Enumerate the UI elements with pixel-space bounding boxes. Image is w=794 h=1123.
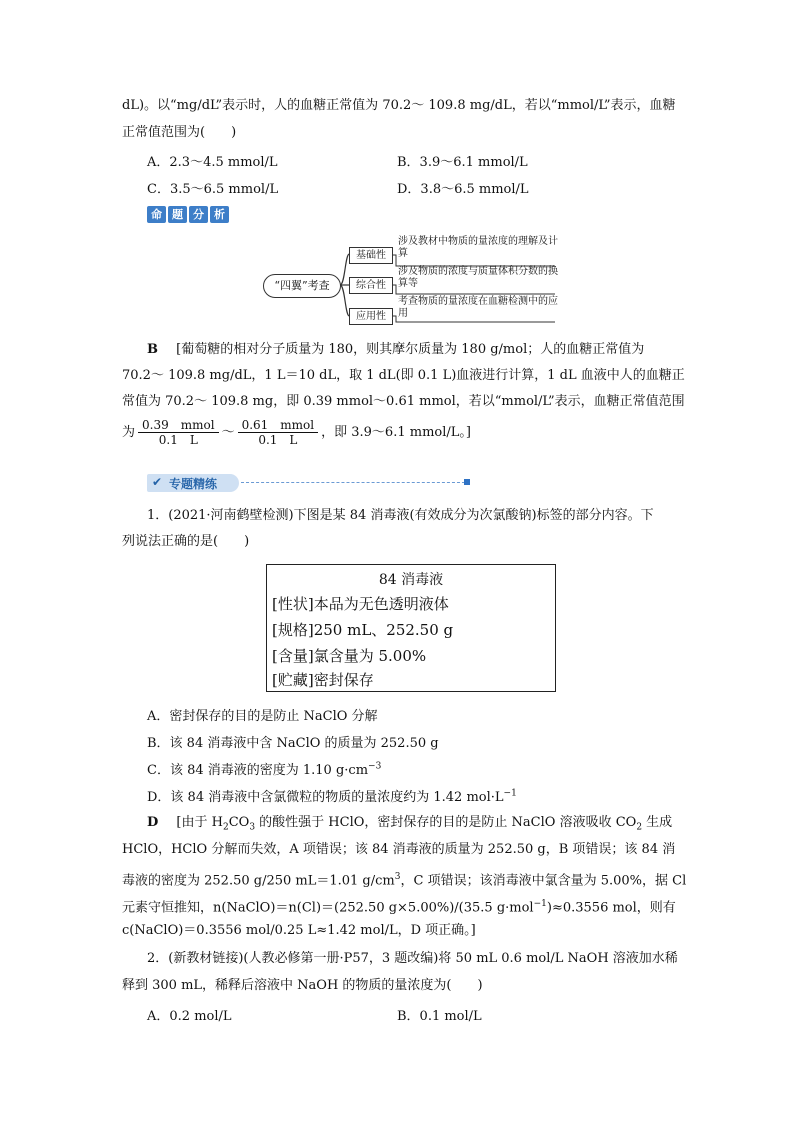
subscript: 2: [636, 822, 643, 833]
fraction-numerator: 0.61 mmol: [238, 418, 319, 433]
product-label-title: 84 消毒液: [378, 572, 444, 588]
q1-option-c: [147, 759, 381, 778]
text-run: 毒液的密度为 252.50 g/250 mL＝1.01 g/cm: [122, 873, 395, 889]
text-run: 生成: [642, 815, 673, 830]
analysis-tag: [147, 206, 229, 223]
superscript: −1: [503, 788, 517, 799]
answer2-line-5: c(NaClO)＝0.3556 mol/0.25 L≈1.42 mol/L，D 项正确。]: [122, 923, 476, 938]
text-run: ，C 项错误；该消毒液中氯含量为 5.00%，据 Cl: [400, 873, 687, 889]
text-run: )≈0.3556 mol，则有: [546, 900, 676, 916]
intro-option-c: C．3.5～6.5 mmol/L: [147, 182, 279, 197]
section-banner-title: 专题精练: [169, 477, 218, 491]
q1-option-d-text: D．该 84 消毒液中含氯微粒的物质的量浓度约为 1.42 mol·L: [147, 790, 504, 805]
diagram-node-applied: 应用性: [349, 308, 393, 325]
answer2-line-3: [122, 867, 686, 891]
section-banner: [147, 474, 239, 492]
diagram-node-basic: 基础性: [349, 247, 393, 264]
answer1-suffix: ，即 3.9～6.1 mmol/L。]: [321, 425, 471, 440]
answer2-line-4: [122, 894, 676, 918]
product-label-row: [规格]250 mL、252.50 g: [272, 621, 454, 639]
q1-option-d: [147, 786, 517, 805]
text-run: 的酸性强于 HClO，密封保存的目的是防止 NaClO 溶液吸收 CO: [255, 815, 637, 830]
fraction-denominator: 0.1 L: [258, 433, 298, 447]
subscript: 2: [222, 822, 229, 833]
intro-option-d: D．3.8～6.5 mmol/L: [397, 182, 529, 197]
fraction-upper: [238, 418, 319, 447]
answer2-line-1: [147, 813, 672, 838]
intro-line-1: dL)。以“mg/dL”表示时，人的血糖正常值为 70.2～ 109.8 mg/dL，若以“mmol/L”表示，血糖: [122, 98, 676, 113]
fraction-numerator: 0.39 mmol: [138, 418, 219, 433]
q2-option-b: B．0.1 mol/L: [397, 1009, 482, 1024]
answer2-text-1: [176, 815, 673, 833]
analysis-tag-char: 析: [210, 206, 229, 223]
four-wings-diagram: [263, 222, 563, 332]
fraction-lower: [138, 418, 219, 447]
intro-line-2: 正常值范围为( ): [122, 125, 237, 140]
answer1-line-2: 70.2～ 109.8 mg/dL，1 L＝10 dL，取 1 dL(即 0.1 L)血液进行计算，1 dL 血液中人的血糖正: [122, 368, 685, 383]
diagram-desc-basic: 涉及教材中物质的量浓度的理解及计算: [398, 236, 558, 259]
answer1-tilde: ～: [221, 425, 235, 440]
product-label: [266, 564, 556, 692]
fraction-denominator: 0.1 L: [158, 433, 198, 447]
product-label-row: [贮藏]密封保存: [272, 671, 374, 689]
diagram-desc-applied: 考查物质的量浓度在血糖检测中的应用: [398, 296, 558, 319]
check-icon: ✔: [152, 475, 163, 489]
analysis-tag-char: 命: [147, 206, 166, 223]
answer1-prefix: 为: [122, 425, 136, 440]
subscript: 3: [249, 822, 256, 833]
diagram-root: “四翼”考查: [263, 274, 341, 298]
answer1-line-3: 常值为 70.2～ 109.8 mg，即 0.39 mmol～0.61 mmol，若以“mmol/L”表示，血糖正常值范围: [122, 394, 685, 409]
text-run: 元素守恒推知，n(NaClO)＝n(Cl)＝(252.50 g×5.00%)/(35.5 g·mol: [122, 900, 534, 916]
q2-line-2: 释到 300 mL，稀释后溶液中 NaOH 的物质的量浓度为( ): [122, 978, 483, 993]
q1-line-1: 1．(2021·河南鹤壁检测)下图是某 84 消毒液(有效成分为次氯酸钠)标签的部分内容。下: [147, 508, 654, 523]
answer1-line-4: [122, 418, 471, 447]
intro-option-a: A．2.3～4.5 mmol/L: [147, 155, 278, 170]
text-run: [由于 H: [176, 815, 223, 830]
q1-line-2: 列说法正确的是( ): [122, 534, 250, 549]
product-label-row: [含量]氯含量为 5.00%: [272, 647, 427, 665]
text-run: CO: [228, 815, 250, 830]
analysis-tag-char: 题: [168, 206, 187, 223]
product-label-row: [性状]本品为无色透明液体: [272, 595, 449, 613]
q1-option-c-text: C．该 84 消毒液的密度为 1.10 g·cm: [147, 763, 369, 778]
q1-option-a: A．密封保存的目的是防止 NaClO 分解: [147, 709, 378, 724]
superscript: −3: [368, 761, 382, 772]
q2-line-1: 2．(新教材链接)(人教必修第一册·P57，3 题改编)将 50 mL 0.6 mol/L NaOH 溶液加水稀: [147, 951, 678, 966]
banner-divider: [241, 482, 465, 483]
q2-option-a: A．0.2 mol/L: [147, 1009, 232, 1024]
answer1-text-1: [葡萄糖的相对分子质量为 180，则其摩尔质量为 180 g/mol；人的血糖正常值为: [176, 342, 645, 357]
q1-option-b: B．该 84 消毒液中含 NaClO 的质量为 252.50 g: [147, 736, 439, 751]
banner-end-marker: [464, 479, 470, 485]
diagram-node-integrated: 综合性: [349, 277, 393, 294]
answer1-letter: B: [147, 342, 158, 357]
superscript: 3: [394, 872, 401, 882]
diagram-desc-integrated: 涉及物质的浓度与质量体积分数的换算等: [398, 266, 558, 289]
answer2-line-2: HClO，HClO 分解而失效，A 项错误；该 84 消毒液的质量为 252.50 g，B 项错误；该 84 消: [122, 842, 676, 857]
answer2-letter: D: [147, 815, 159, 830]
superscript: −1: [533, 899, 547, 909]
intro-option-b: B．3.9～6.1 mmol/L: [397, 155, 528, 170]
analysis-tag-char: 分: [189, 206, 208, 223]
answer1-line-1: [147, 340, 644, 360]
